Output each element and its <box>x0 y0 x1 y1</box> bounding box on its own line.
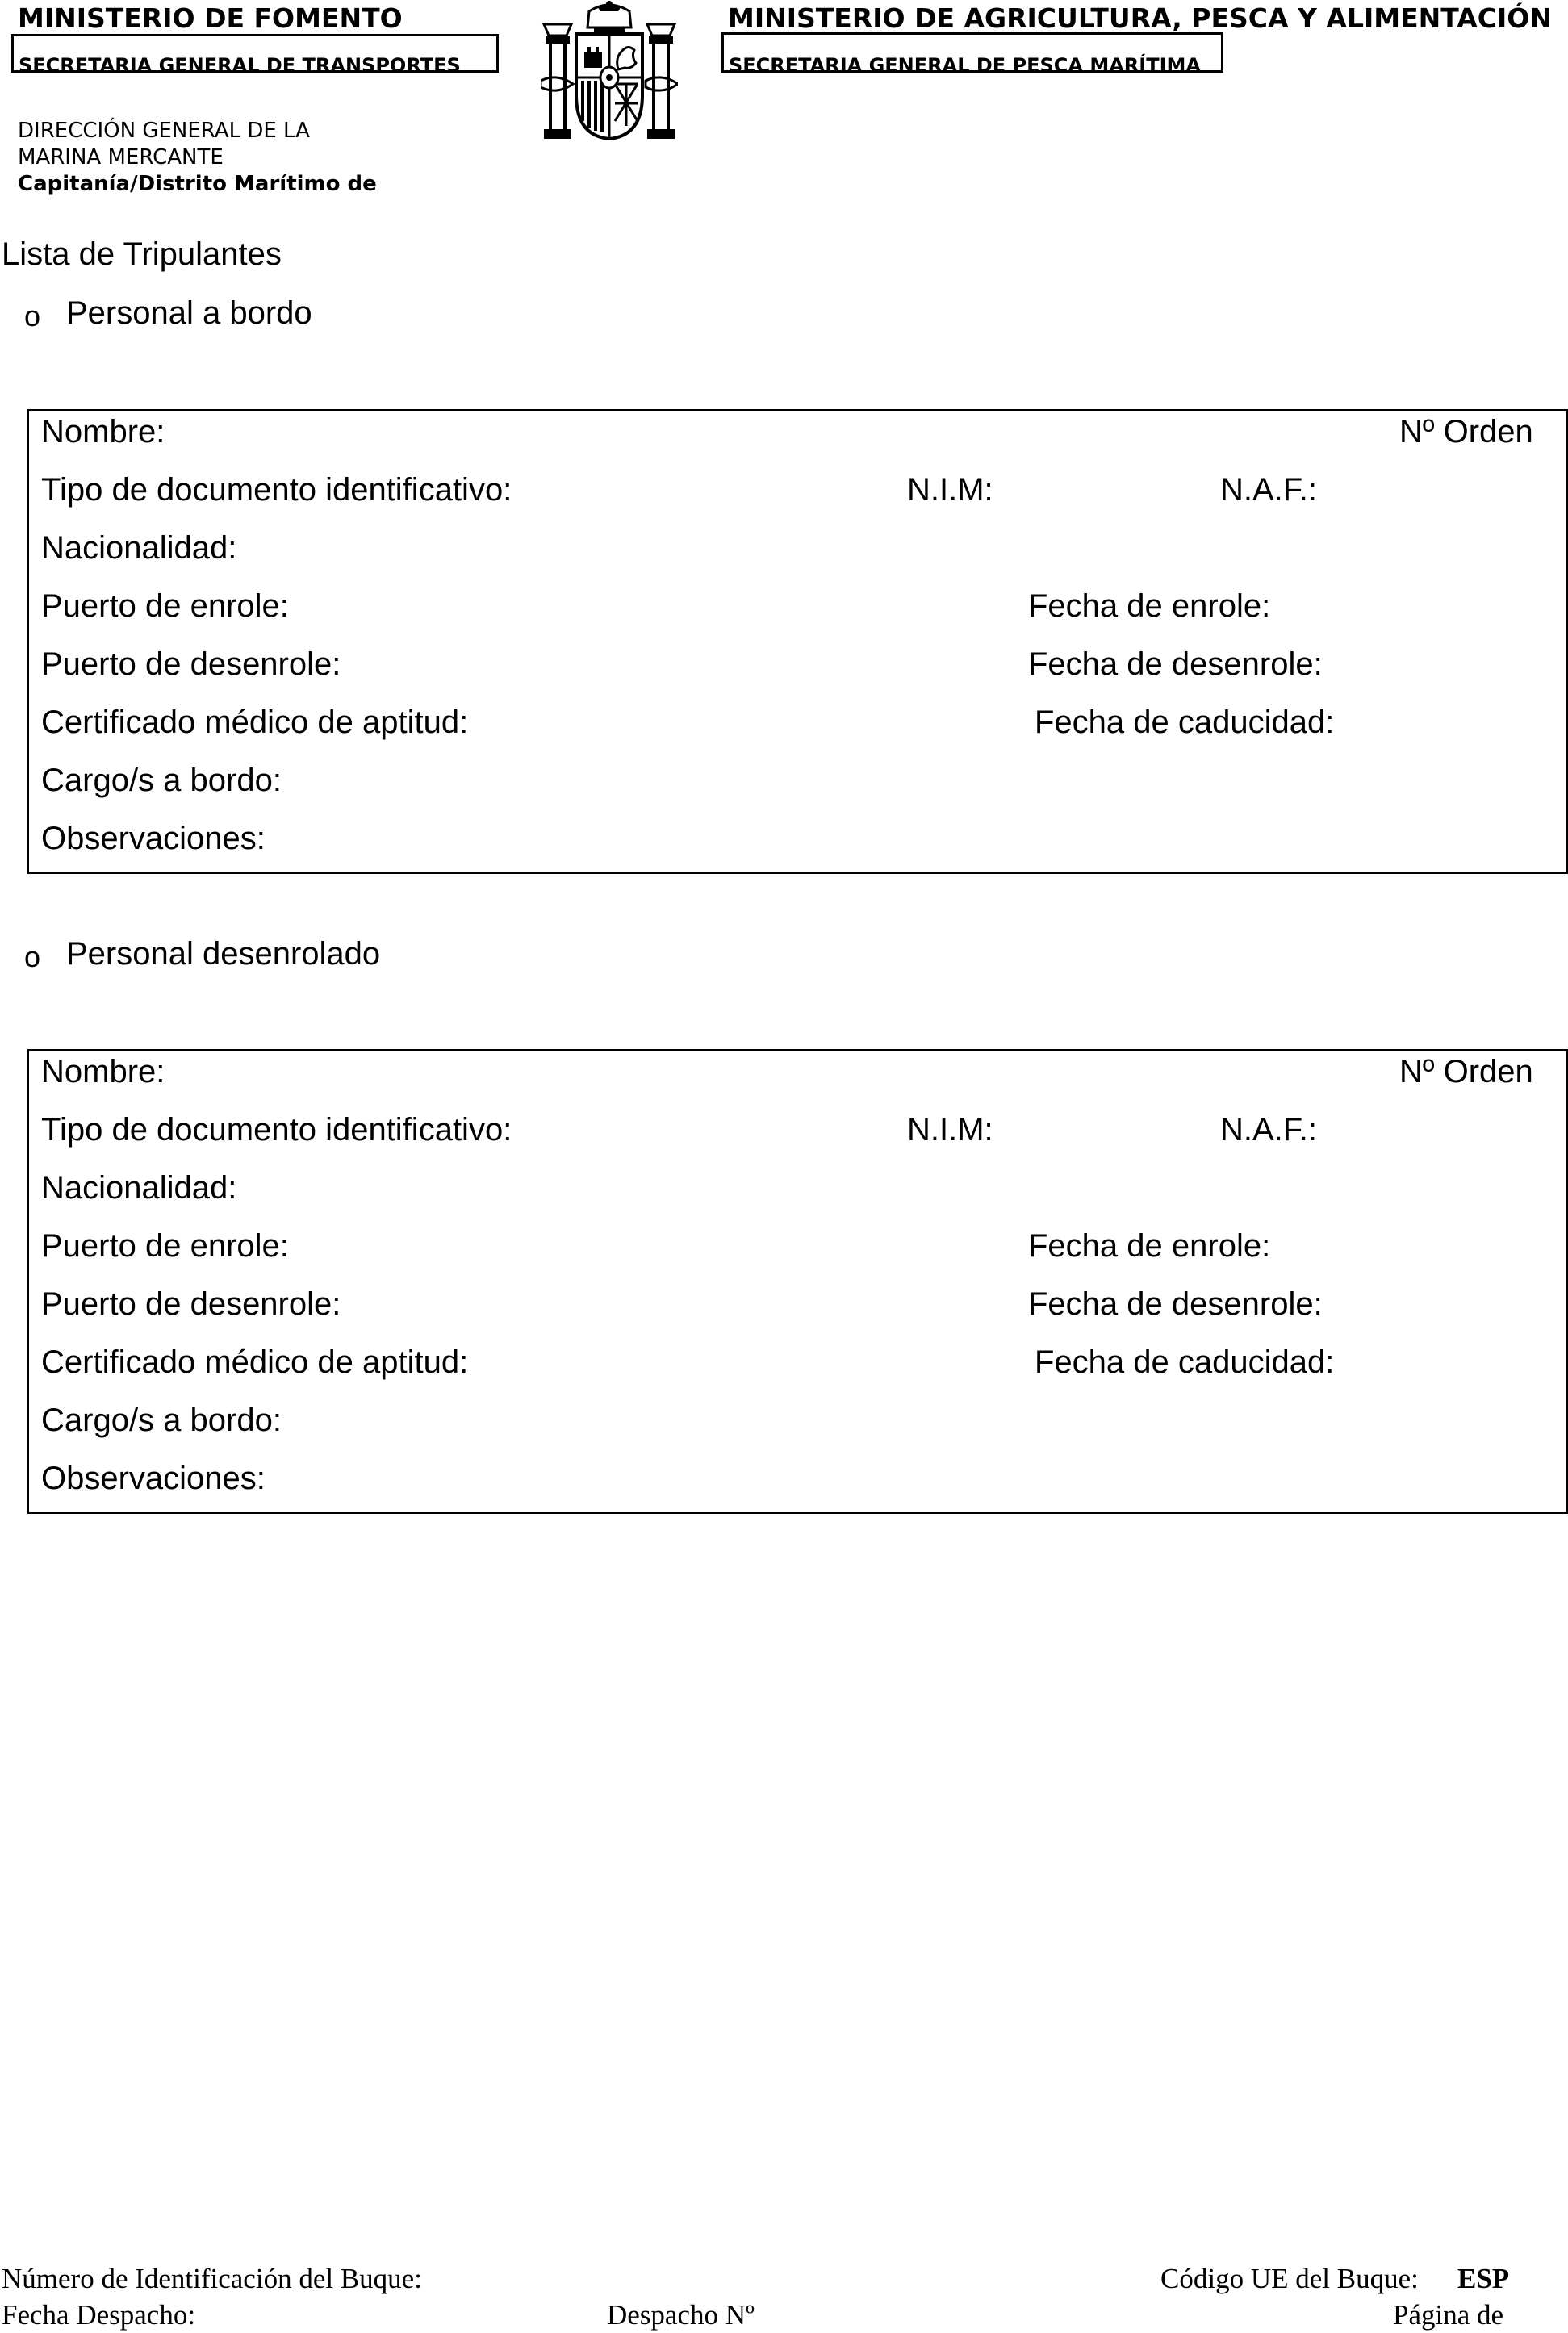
right-secretaria-text: SECRETARIA GENERAL DE PESCA MARÍTIMA <box>729 54 1201 77</box>
footer-fecha-despacho: Fecha Despacho: <box>2 2299 196 2331</box>
bullet-marker: o <box>24 299 41 332</box>
field-naf: N.A.F.: <box>1220 1112 1318 1148</box>
left-secretaria-text: SECRETARIA GENERAL DE TRANSPORTES <box>19 54 461 77</box>
footer-despacho-numero: Despacho Nº <box>607 2299 755 2331</box>
field-fecha-caducidad: Fecha de caducidad: <box>1035 704 1335 740</box>
capitania-label: Capitanía/Distrito Marítimo de <box>18 172 377 196</box>
field-fecha-desenrole: Fecha de desenrole: <box>1028 646 1323 682</box>
crew-record-a-bordo <box>27 409 1568 874</box>
direccion-line-1: DIRECCIÓN GENERAL DE LA <box>18 119 310 143</box>
field-fecha-desenrole: Fecha de desenrole: <box>1028 1286 1323 1322</box>
left-secretaria-box <box>11 34 499 77</box>
field-observaciones: Observaciones: <box>41 821 266 856</box>
spain-coat-of-arms-icon <box>541 0 678 144</box>
field-orden: Nº Orden <box>1399 1054 1533 1089</box>
field-nim: N.I.M: <box>907 1112 993 1148</box>
footer-pagina: Página de <box>1393 2299 1504 2331</box>
field-nombre: Nombre: <box>41 414 165 449</box>
crew-record-desenrolado <box>27 1049 1568 1514</box>
field-certificado: Certificado médico de aptitud: <box>41 704 469 740</box>
field-fecha-enrole: Fecha de enrole: <box>1028 588 1271 624</box>
field-nacionalidad: Nacionalidad: <box>41 1170 237 1206</box>
footer-codigo-ue-value: ESP <box>1457 2263 1510 2294</box>
field-fecha-caducidad: Fecha de caducidad: <box>1035 1344 1335 1380</box>
field-nim: N.I.M: <box>907 472 993 508</box>
field-cargo: Cargo/s a bordo: <box>41 1403 282 1438</box>
field-puerto-enrole: Puerto de enrole: <box>41 588 289 624</box>
direccion-line-2: MARINA MERCANTE <box>18 145 224 169</box>
field-tipo-doc: Tipo de documento identificativo: <box>41 472 512 508</box>
field-nacionalidad: Nacionalidad: <box>41 530 237 566</box>
right-secretaria-box <box>721 32 1223 77</box>
field-tipo-doc: Tipo de documento identificativo: <box>41 1112 512 1148</box>
field-naf: N.A.F.: <box>1220 472 1318 508</box>
field-puerto-desenrole: Puerto de desenrole: <box>41 646 341 682</box>
field-cargo: Cargo/s a bordo: <box>41 763 282 798</box>
field-orden: Nº Orden <box>1399 414 1533 449</box>
bullet-marker: o <box>24 940 41 973</box>
field-fecha-enrole: Fecha de enrole: <box>1028 1228 1271 1264</box>
right-ministry-title: MINISTERIO DE AGRICULTURA, PESCA Y ALIMENTACIÓN <box>728 2 1552 34</box>
field-observaciones: Observaciones: <box>41 1461 266 1496</box>
footer-codigo-ue-label: Código UE del Buque: <box>1160 2263 1419 2294</box>
field-nombre: Nombre: <box>41 1054 165 1089</box>
section-label-desenrolado: Personal desenrolado <box>66 936 381 972</box>
field-certificado: Certificado médico de aptitud: <box>41 1344 469 1380</box>
field-puerto-desenrole: Puerto de desenrole: <box>41 1286 341 1322</box>
section-label-a-bordo: Personal a bordo <box>66 295 312 331</box>
left-ministry-title: MINISTERIO DE FOMENTO <box>18 2 403 34</box>
document-title: Lista de Tripulantes <box>2 236 282 272</box>
footer-numero-identificacion: Número de Identificación del Buque: <box>2 2263 422 2294</box>
field-puerto-enrole: Puerto de enrole: <box>41 1228 289 1264</box>
